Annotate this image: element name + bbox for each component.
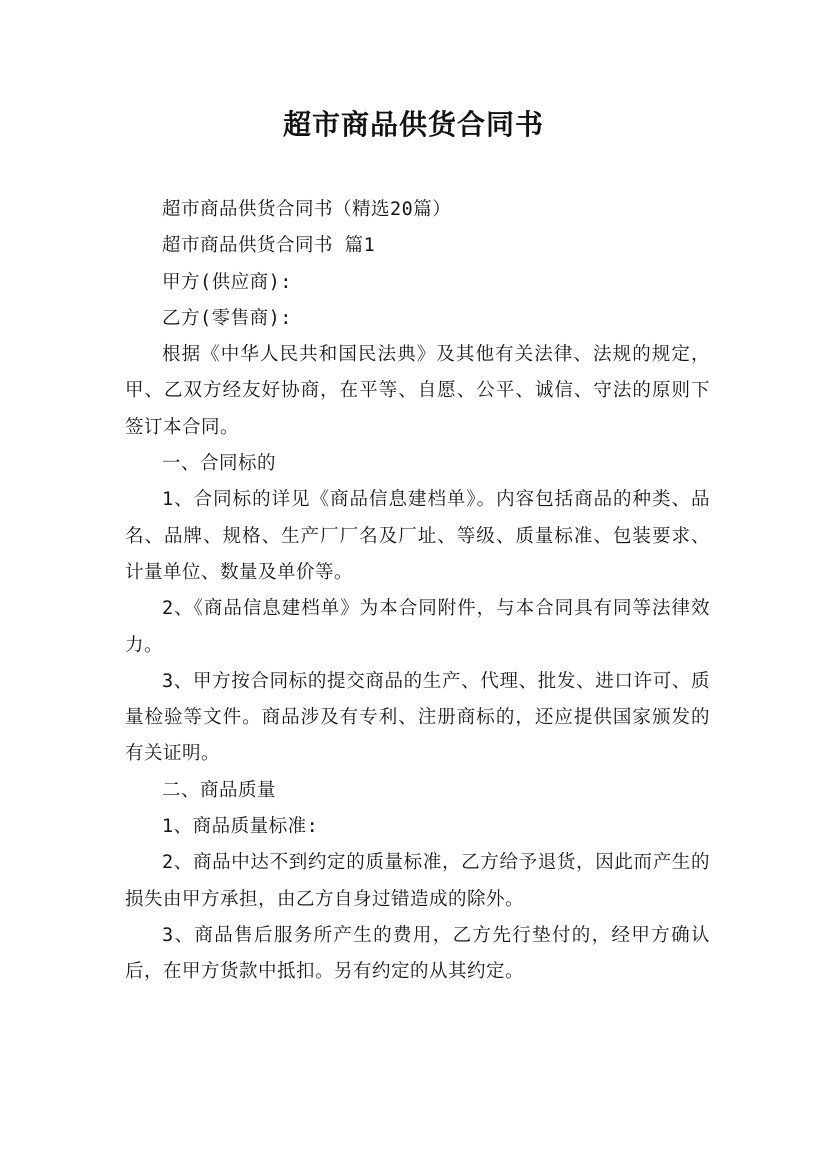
clause-1-2: 2、《商品信息建档单》为本合同附件，与本合同具有同等法律效力。	[125, 598, 710, 656]
clause-1-3: 3、甲方按合同标的提交商品的生产、代理、批发、进口许可、质量检验等文件。商品涉及有专利、注册商标的，还应提供国家颁发的有关证明。	[125, 670, 710, 765]
paragraph-preamble: 根据《中华人民共和国民法典》及其他有关法律、法规的规定，甲、乙双方经友好协商，在平等、自愿、公平、诚信、守法的原则下签订本合同。	[125, 344, 710, 438]
paragraph-party-b: 乙方(零售商):	[162, 307, 292, 329]
paragraph-chapter-heading: 超市商品供货合同书 篇1	[162, 235, 376, 257]
document-title: 超市商品供货合同书	[282, 108, 544, 141]
section-heading-product-quality: 二、商品质量	[162, 779, 277, 801]
clause-2-3: 3、商品售后服务所产生的费用，乙方先行垫付的，经甲方确认后，在甲方货款中抵扣。另有约定的从其约定。	[125, 924, 710, 983]
clause-2-1: 1、商品质量标准:	[162, 816, 319, 838]
clause-2-2: 2、商品中达不到约定的质量标准，乙方给予退货，因此而产生的损失由甲方承担，由乙方自身过错造成的除外。	[125, 852, 710, 910]
paragraph-party-a: 甲方(供应商):	[162, 271, 292, 293]
section-heading-contract-subject: 一、合同标的	[162, 453, 277, 475]
clause-1-1: 1、合同标的详见《商品信息建档单》。内容包括商品的种类、品名、品牌、规格、生产厂厂名及厂址、等级、质量标准、包装要求、计量单位、数量及单价等。	[125, 489, 710, 583]
document-body	[125, 192, 710, 991]
paragraph-subtitle: 超市商品供货合同书（精选20篇）	[162, 199, 452, 220]
